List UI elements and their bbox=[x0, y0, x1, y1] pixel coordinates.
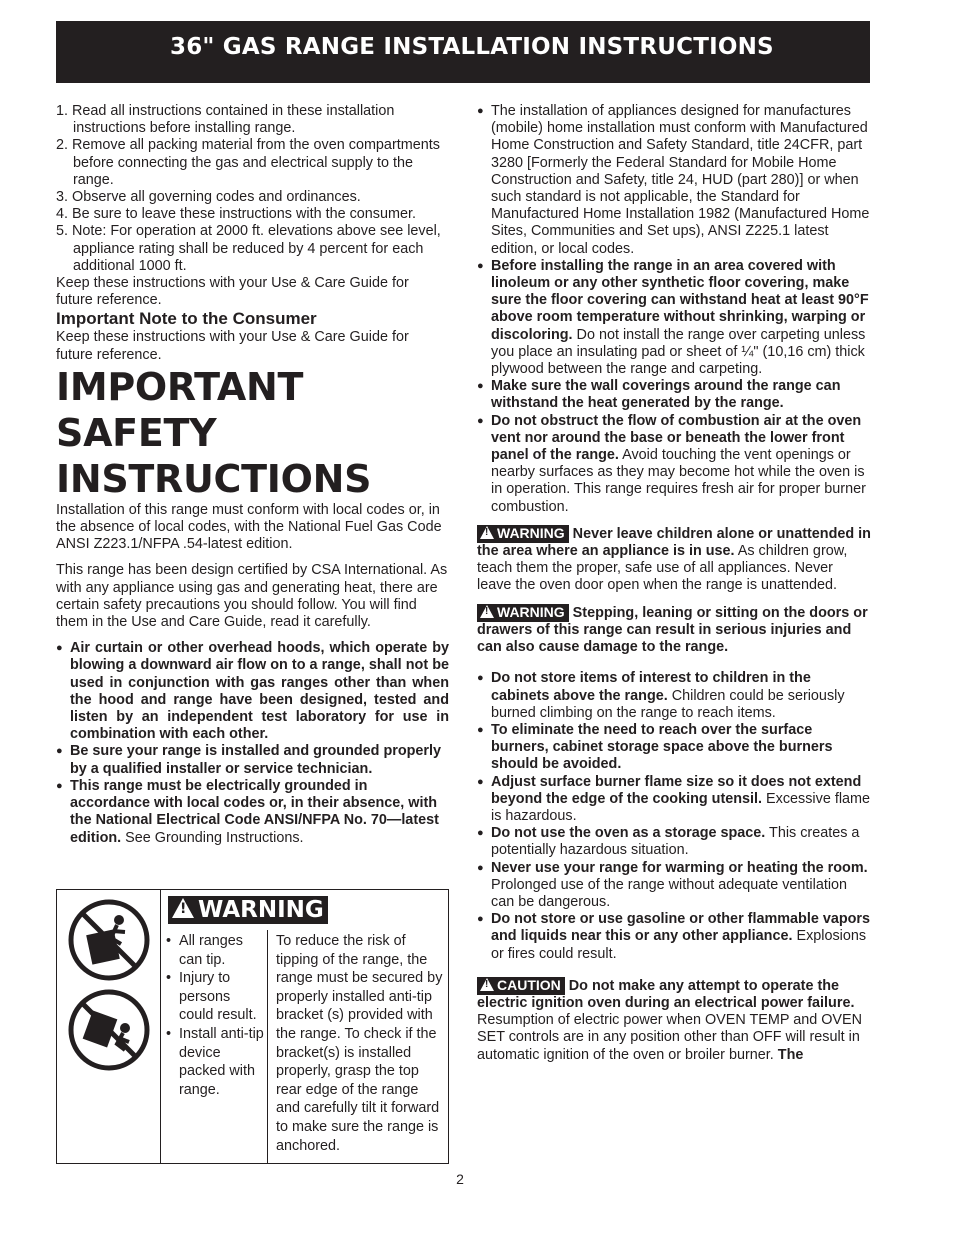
list-item bbox=[477, 258, 871, 378]
warning-label: WARNING bbox=[198, 897, 324, 923]
list-item: • All ranges can tip. bbox=[166, 932, 266, 969]
safety-title: IMPORTANT SAFETY INSTRUCTIONS bbox=[56, 364, 372, 501]
safety-para-1: Installation of this range must conform with local codes or, in the absence of local codes, with the National Fuel Gas Code ANSI Z223.1/NFPA .54-latest edition. bbox=[56, 501, 442, 553]
list-item bbox=[56, 743, 449, 777]
list-item bbox=[56, 640, 449, 743]
no-climbing-icon bbox=[67, 898, 151, 982]
intro-item: 2. Remove all packing material from the oven compartments before connecting the gas and electrical supply to the range. bbox=[56, 137, 440, 188]
bullet-bold: Do not store or use gasoline or other flammable vapors and liquids near this or any other appliance. bbox=[491, 911, 871, 945]
warning-label: WARNING bbox=[497, 524, 565, 541]
bullet-bold: Do not use the oven as a storage space. bbox=[491, 825, 766, 842]
intro-item: 5. Note: For operation at 2000 ft. elevations above see level, appliance rating shall be reduced by 4 percent for each additional 1000 ft. bbox=[56, 223, 441, 274]
bullet-text: The installation of appliances designed for manufactures (mobile) home installation must conform with Manufactured Home Construction and Safety Standard, title 24CFR, part 3280 [Formerly the Federal Standard for Mobile Home Construction and Safety, title 24, HUD (part 280)] or when such standard is not applicable, the Standard for Manufactured Home Installation 1982 (Manufactured Home Sites, Communities and Set ups), ANSI Z225.1 latest edition, or local codes. bbox=[491, 103, 870, 257]
list-item bbox=[477, 103, 871, 258]
left-column bbox=[56, 103, 449, 847]
warning-text: As children grow, teach them the proper, safe use of all appliances. Never leave the oven door open when the range is unattended. bbox=[477, 543, 848, 594]
intro-item: 3. Observe all governing codes and ordinances. bbox=[56, 189, 361, 206]
page-header bbox=[56, 21, 870, 83]
list-item bbox=[56, 778, 449, 847]
floor-wall-bullets bbox=[477, 258, 871, 516]
note-title: Important Note to the Consumer bbox=[56, 309, 317, 329]
list-item bbox=[477, 825, 871, 859]
bullet-text: Avoid touching the vent openings or nearby surfaces as they may become hot while the oven is in operation. This range requires fresh air for proper burner combustion. bbox=[491, 447, 866, 515]
caution-ignition bbox=[477, 977, 871, 1064]
page-number: 2 bbox=[456, 1171, 464, 1187]
bullet-bold: Make sure the wall coverings around the range can withstand the heat generated by the range. bbox=[491, 378, 841, 412]
header-title: 36" GAS RANGE INSTALLATION INSTRUCTIONS bbox=[170, 34, 774, 60]
bullet-bold: Do not store items of interest to children in the cabinets above the range. bbox=[491, 670, 811, 704]
warning-triangle-icon bbox=[480, 605, 494, 618]
warning-triangle-icon bbox=[172, 898, 194, 918]
list-item: • Install anti-tip device packed with range. bbox=[166, 1025, 266, 1099]
bullet-text: Prolonged use of the range without adequate ventilation can be dangerous. bbox=[491, 876, 848, 910]
warning-triangle-icon bbox=[480, 526, 494, 539]
bullet-text: Children could be seriously burned climbing on the range to reach items. bbox=[491, 687, 845, 721]
bullet-bold: This range must be electrically grounded in accordance with local codes or, in their absence, with the National Electrical Code ANSI/NFPA No. 70—latest edition. bbox=[70, 777, 439, 846]
divider bbox=[267, 930, 268, 1163]
bullet-bold: Air curtain or other overhead hoods, which operate by blowing a downward air flow on to a range, shall not be used in conjunction with gas ranges other than when the hood and range have been designed, tested and listen by an independent test laboratory for use in combination with each other. bbox=[70, 640, 449, 743]
list-item bbox=[477, 413, 871, 516]
caution-tail: The bbox=[777, 1046, 804, 1063]
warning-badge bbox=[477, 525, 569, 543]
divider bbox=[160, 890, 161, 1163]
tip-warning-text: To reduce the risk of tipping of the range, the range must be secured by properly installed anti-tip bracket (s) provided with the range. To check if the bracket(s) is installed properly, grasp the top rear edge of the range and carefully tilt it forward to make sure the range is anchored. bbox=[276, 933, 443, 1154]
list-item: • Injury to persons could result. bbox=[166, 969, 266, 1025]
warning-children bbox=[477, 525, 871, 595]
note-text: Keep these instructions with your Use & Care Guide for future reference. bbox=[56, 329, 409, 363]
tip-warning-box bbox=[56, 889, 449, 1164]
bullet-bold: Before installing the range in an area covered with linoleum or any other synthetic floor covering, make sure the floor covering can withstand heat at least 90°F above room temperature without shrinking, warping or discoloring. bbox=[491, 257, 869, 343]
safety-para-2: This range has been design certified by CSA International. As with any appliance using gas and generating heat, there are certain safety precautions you should follow. You will find them in the Use and Care Guide, read it carefully. bbox=[56, 562, 448, 631]
safety-bullets bbox=[56, 640, 449, 846]
warning-badge bbox=[477, 604, 569, 622]
list-item bbox=[477, 911, 871, 963]
warning-stepping bbox=[477, 604, 871, 657]
bullet-bold: Adjust surface burner flame size so it does not extend beyond the edge of the cooking utensil. bbox=[491, 773, 862, 807]
warning-label: WARNING bbox=[497, 603, 565, 620]
bullet-bold: To eliminate the need to reach over the surface burners, cabinet storage space above the burners should be avoided. bbox=[491, 721, 833, 773]
tipping-range-icon bbox=[67, 988, 151, 1072]
bullet-text: This creates a potentially hazardous situation. bbox=[491, 825, 860, 859]
mobile-home-bullets bbox=[477, 103, 871, 258]
list-item bbox=[477, 378, 871, 412]
intro-item: 4. Be sure to leave these instructions with the consumer. bbox=[56, 206, 416, 223]
warning-badge bbox=[168, 896, 328, 924]
caution-bold: Do not make any attempt to operate the electric ignition oven during an electrical power failure. bbox=[477, 977, 855, 1011]
bullet-text: Do not install the range over carpeting unless you place an insulating pad or sheet of ¼" (10,16 cm) thick plywood between the range and carpeting. bbox=[491, 326, 866, 378]
list-item bbox=[477, 670, 871, 722]
bullet-bold: Be sure your range is installed and grounded properly by a qualified installer or service technician. bbox=[70, 743, 442, 777]
bullet-bold: Do not obstruct the flow of combustion air at the oven vent nor around the base or beneath the lower front panel of the range. bbox=[491, 412, 862, 464]
warning-bold: Never leave children alone or unattended in the area where an appliance is in use. bbox=[477, 525, 871, 560]
keep-instructions-text: Keep these instructions with your Use & Care Guide for future reference. bbox=[56, 275, 409, 309]
bullet-text: Explosions or fires could result. bbox=[491, 928, 867, 962]
children-bullets bbox=[477, 670, 871, 962]
list-item bbox=[477, 860, 871, 912]
bullet-bold: Never use your range for warming or heating the room. bbox=[491, 859, 868, 876]
warning-bold: Stepping, leaning or sitting on the doors or drawers of this range can result in serious injuries and can also cause damage to the range. bbox=[477, 604, 868, 656]
list-item bbox=[477, 774, 871, 826]
caution-badge bbox=[477, 977, 565, 995]
caution-text: Resumption of electric power when OVEN TEMP and OVEN SET controls are in any position other than OFF will result in automatic ignition of the oven or broiler burner. bbox=[477, 1012, 862, 1063]
caution-label: CAUTION bbox=[497, 976, 561, 993]
bullet-text: Excessive flame is hazardous. bbox=[491, 790, 871, 824]
intro-item: 1. Read all instructions contained in these installation instructions before installing range. bbox=[56, 103, 395, 137]
list-item bbox=[477, 722, 871, 774]
bullet-text: See Grounding Instructions. bbox=[121, 829, 304, 846]
tip-warning-list bbox=[166, 932, 266, 1099]
intro-list bbox=[56, 103, 449, 275]
warning-triangle-icon bbox=[480, 978, 494, 991]
right-column bbox=[477, 103, 871, 1064]
